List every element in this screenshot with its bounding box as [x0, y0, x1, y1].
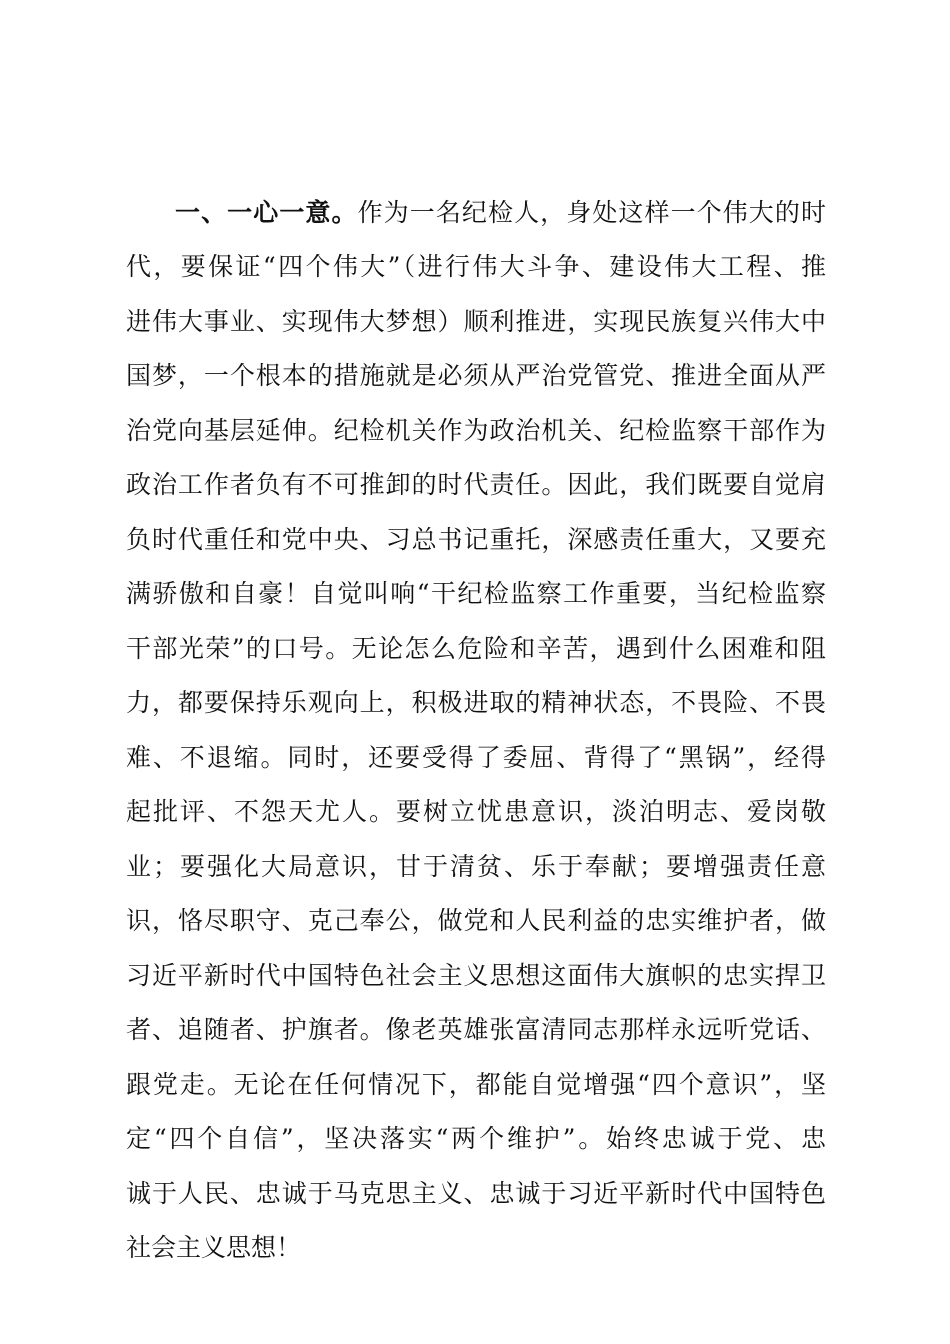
paragraph-line: 进伟大事业、实现伟大梦想）顺利推进，实现民族复兴伟大中 — [126, 307, 826, 336]
paragraph-line: 者、追随者、护旗者。像老英雄张富清同志那样永远听党话、 — [126, 1015, 826, 1044]
paragraph-line: 难、不退缩。同时，还要受得了委屈、背得了“黑锅”，经得 — [126, 743, 826, 772]
paragraph-line: 干部光荣”的口号。无论怎么危险和辛苦，遇到什么困难和阻 — [126, 634, 826, 663]
paragraph-line: 业；要强化大局意识，甘于清贫、乐于奉献；要增强责任意 — [126, 852, 826, 881]
paragraph-line-text: 作为一名纪检人，身处这样一个伟大的时 — [357, 198, 826, 227]
paragraph-line: 跟党走。无论在任何情况下，都能自觉增强“四个意识”，坚 — [126, 1070, 826, 1099]
paragraph-line-last: 社会主义思想！ — [126, 1233, 302, 1262]
paragraph-line: 习近平新时代中国特色社会主义思想这面伟大旗帜的忠实捍卫 — [126, 961, 826, 990]
paragraph-line: 起批评、不怨天尤人。要树立忧患意识，淡泊明志、爱岗敬 — [126, 797, 826, 826]
paragraph-line: 诚于人民、忠诚于马克思主义、忠诚于习近平新时代中国特色 — [126, 1179, 826, 1208]
paragraph-line: 定“四个自信”，坚决落实“两个维护”。始终忠诚于党、忠 — [126, 1124, 826, 1153]
paragraph-line: 治党向基层延伸。纪检机关作为政治机关、纪检监察干部作为 — [126, 416, 826, 445]
paragraph-line: 识，恪尽职守、克己奉公，做党和人民利益的忠实维护者，做 — [126, 906, 826, 935]
section-heading: 一、一心一意。 — [175, 198, 358, 227]
paragraph-line: 政治工作者负有不可推卸的时代责任。因此，我们既要自觉肩 — [126, 470, 826, 499]
paragraph-line-1 — [175, 193, 826, 233]
paragraph-line: 代，要保证“四个伟大”（进行伟大斗争、建设伟大工程、推 — [126, 252, 826, 281]
paragraph-line: 国梦，一个根本的措施就是必须从严治党管党、推进全面从严 — [126, 361, 826, 390]
paragraph-line: 满骄傲和自豪！自觉叫响“干纪检监察工作重要，当纪检监察 — [126, 579, 826, 608]
paragraph-line: 负时代重任和党中央、习总书记重托，深感责任重大，又要充 — [126, 525, 826, 554]
paragraph-line: 力，都要保持乐观向上，积极进取的精神状态，不畏险、不畏 — [126, 688, 826, 717]
